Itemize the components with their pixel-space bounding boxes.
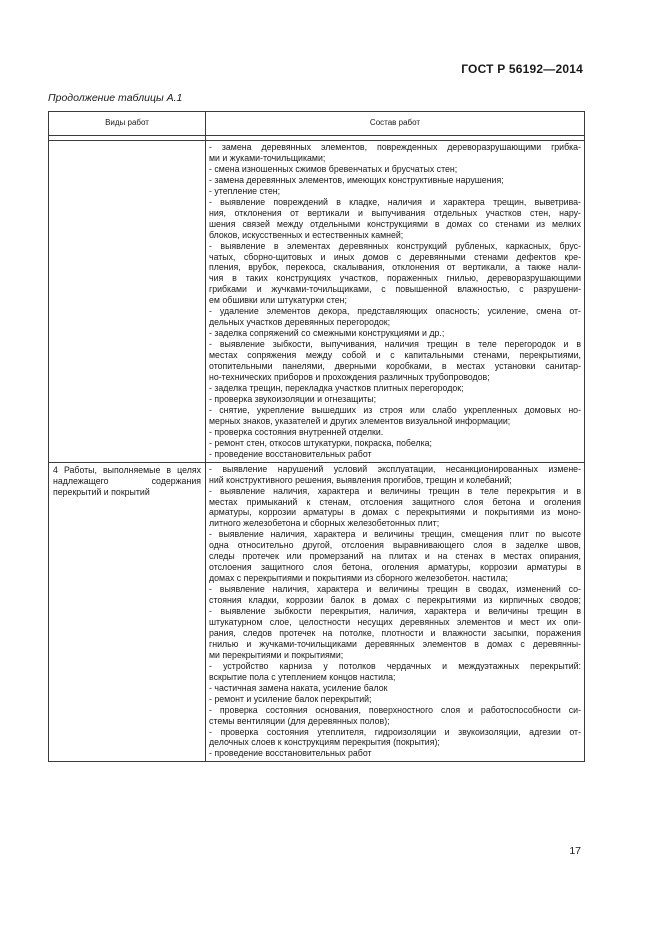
work-item-line: грибками и жучками-точильщиками, с повышенной влажностью, с разрушени- bbox=[209, 284, 581, 295]
work-item-line: - выявление наличия, характера и величины трещин в теле перекрытия и в bbox=[209, 485, 581, 496]
work-item-line: - выявление зыбкости, выпучивания, наличия трещин в теле перегородок и в bbox=[209, 339, 581, 350]
work-item-line: ми и жуками-точильщиками; bbox=[209, 152, 326, 163]
work-item-line: одна относительно другой, отслоения выравнивающего слоя в заделке швов, bbox=[209, 540, 581, 551]
work-item-line: делочных слоев к конструкциям перекрытия (покрытия); bbox=[209, 737, 440, 748]
work-item-line: - частичная замена наката, усиление балок bbox=[209, 682, 388, 693]
work-item-line: ния, отклонения от вертикали и выпучивания отдельных участков стен, нару- bbox=[209, 207, 581, 218]
work-item-line: литного железобетона и сборных железобетонных плит; bbox=[209, 518, 440, 529]
work-item-line: ний конструктивного решения, выявления прогибов, трещин и колебаний; bbox=[209, 474, 512, 485]
work-item-line: - выявление наличия, характера и величины трещин в сводах, изменений со- bbox=[209, 584, 581, 595]
work-item-line: мерных знаков, указателей и других элементов визуальной информации; bbox=[209, 415, 511, 426]
work-item-line: местах примыканий к стенам, отслоения защитного слоя бетона и оголения bbox=[209, 496, 581, 507]
work-item-line: - ремонт и усиление балок перекрытий; bbox=[209, 693, 372, 704]
work-item-line: рания, следов протечек на потолке, плотности и влажности засыпки, поражения bbox=[209, 627, 581, 638]
work-item-line: - смена изношенных сжимов бревенчатых и брусчатых стен; bbox=[209, 163, 458, 174]
page-number: 17 bbox=[569, 845, 581, 857]
work-item-line: отслоения защитного слоя бетона, оголения арматуры, коррозии арматуры в bbox=[209, 562, 581, 573]
work-item-line: но-технических приборов и прохождения различных трубопроводов; bbox=[209, 372, 490, 383]
work-item-line: - замена деревянных элементов, поврежденных дереворазрушающими грибка- bbox=[209, 142, 581, 152]
work-item-line: - снятие, укрепление вышедших из строя или слабо укрепленных домовых но- bbox=[209, 404, 581, 415]
work-type-cell: 4 Работы, выполняемые в целях надлежащего содержания перекрытий и покрытий bbox=[49, 462, 206, 762]
work-item-line: - проведение восстановительных работ bbox=[209, 448, 372, 459]
table-row bbox=[49, 141, 585, 463]
work-item-line: шения связей между отдельными конструкциями в домах со стенами из мелких bbox=[209, 218, 581, 229]
work-item-line: - заделка трещин, перекладка участков плитных перегородок; bbox=[209, 382, 464, 393]
work-item-line: отопительными панелями, дверными коробками, в местах установки санитар- bbox=[209, 361, 581, 372]
column-header-work-composition: Состав работ bbox=[206, 112, 585, 136]
work-item-line: гнилью и жучками-точильщиками деревянных элементов в домах с деревянны- bbox=[209, 638, 581, 649]
work-item-line: блоков, искусственных и естественных камней; bbox=[209, 229, 404, 240]
work-item-line: домах с перекрытиями и покрытиями из сборного железобетон. настила; bbox=[209, 573, 508, 584]
table-row bbox=[49, 462, 585, 762]
work-item-line: - выявление наличия, характера и величины трещин, смещения плит по высоте bbox=[209, 529, 581, 540]
work-item-line: - удаление элементов декора, представляющих опасность; усиление, смена от- bbox=[209, 306, 581, 317]
work-item-line: чия в таких конструкциях участков, пораженных гнилью, дереворазрушающими bbox=[209, 273, 581, 284]
work-item-line: штукатурном слое, целостности несущих деревянных элементов и мест их опи- bbox=[209, 616, 581, 627]
work-item-line: пления, врубок, перекоса, скалывания, отклонения от вертикали, а также нали- bbox=[209, 262, 581, 273]
work-item-line: стояния кладки, коррозии балок в домах с перекрытиями из кирпичных сводов; bbox=[209, 595, 581, 606]
work-item-line: дельных участков деревянных перегородок; bbox=[209, 317, 391, 328]
work-item-line: ми перекрытиями и покрытиями; bbox=[209, 649, 344, 660]
work-item-line: - проведение восстановительных работ bbox=[209, 748, 372, 759]
work-item-line: - выявление в элементах деревянных конструкций рубленых, каркасных, брус- bbox=[209, 240, 581, 251]
work-item-line: следы протечек или промерзаний на плитах и на стенах в местах опирания, bbox=[209, 551, 581, 562]
work-item-line: арматуры, коррозии арматуры в домах с перекрытиями и покрытиями из моно- bbox=[209, 507, 581, 518]
column-header-work-types: Виды работ bbox=[49, 112, 206, 136]
work-item-line: - проверка звукоизоляции и огнезащиты; bbox=[209, 393, 377, 404]
work-item-line: - выявление повреждений в кладке, наличия и характера трещин, выветрива- bbox=[209, 196, 581, 207]
work-item-line: вскрытие пола с утеплением концов настила; bbox=[209, 671, 396, 682]
work-item-line: - выявление зыбкости перекрытия, наличия, характера и величины трещин в bbox=[209, 606, 581, 617]
works-table bbox=[48, 111, 585, 762]
work-item-line: - утепление стен; bbox=[209, 185, 281, 196]
work-composition-cell bbox=[206, 141, 585, 463]
work-item-line: - заделка сопряжений со смежными конструкциями и др.; bbox=[209, 328, 445, 339]
work-item-line: - устройство карниза у потолков чердачных и междуэтажных перекрытий: bbox=[209, 660, 581, 671]
work-item-line: чатых, сборно-щитовых и иных домов с деревянными стенами дефектов кре- bbox=[209, 251, 581, 262]
work-item-line: ем обшивки или штукатурки стен; bbox=[209, 295, 347, 306]
table-continuation-label: Продолжение таблицы А.1 bbox=[48, 92, 183, 104]
work-item-line: стемы вентиляции (для деревянных полов); bbox=[209, 715, 390, 726]
work-item-line: - проверка состояния внутренней отделки. bbox=[209, 426, 384, 437]
work-item-line: - выявление нарушений условий эксплуатации, несанкционированных измене- bbox=[209, 463, 581, 474]
work-item-line: - проверка состояния основания, поверхностного слоя и работоспособности си- bbox=[209, 704, 581, 715]
work-type-cell bbox=[49, 141, 206, 463]
work-item-line: местах сопряжения между собой и с капитальными стенами, перекрытиями, bbox=[209, 350, 581, 361]
work-composition-cell bbox=[206, 462, 585, 762]
work-item-line: - проверка состояния утеплителя, гидроизоляции и звукоизоляции, адгезии от- bbox=[209, 726, 581, 737]
work-item-line: - ремонт стен, откосов штукатурки, покраска, побелка; bbox=[209, 437, 432, 448]
table-header-row bbox=[49, 112, 585, 136]
standard-code: ГОСТ Р 56192—2014 bbox=[461, 62, 583, 76]
work-item-line: - замена деревянных элементов, имеющих конструктивные нарушения; bbox=[209, 174, 504, 185]
